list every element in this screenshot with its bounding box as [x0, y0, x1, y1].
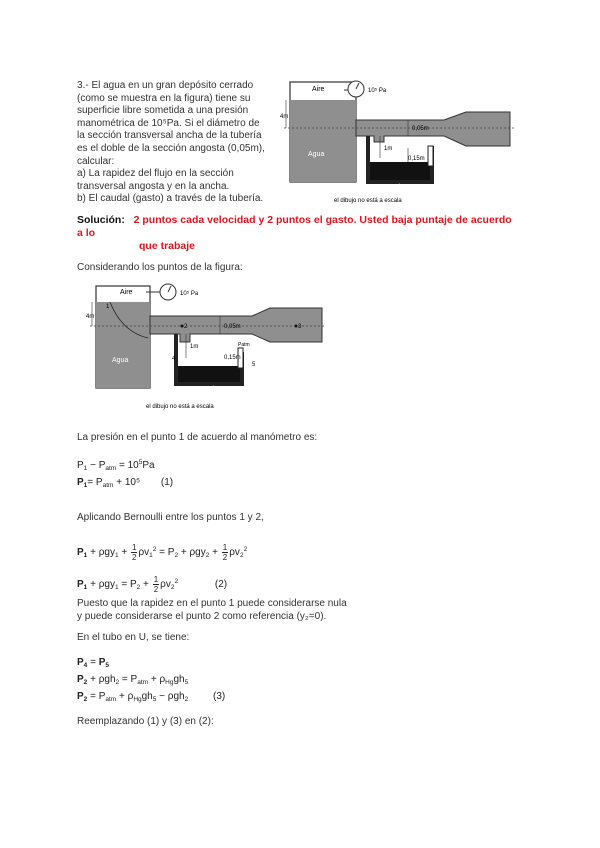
fig2-air-label: Aire: [120, 289, 133, 296]
equation-block-1: $P_1 - P_{atm} = 10^5Pa$ $P_1= P_{atm} + 10^5$ (1): [77, 459, 174, 489]
figure-2-diagram: [86, 280, 324, 414]
figure-1-diagram: [280, 76, 516, 210]
patm-label: Patm: [238, 342, 250, 348]
equation-block-2: $P_1 + \rho gy_1$ + $\frac{1}{2}$ $\rho v_1^2 = P_2 + \rho gy_2$ + $\frac{1}{2}$ $\rho v_2^2$ $P_1 + \rho gy_1 = P_2$ + $\frac{1}{2}$ $\rho v_2^2$ (2): [77, 542, 248, 594]
fig1-water-label: Agua: [308, 151, 325, 158]
point-5-label: 5: [252, 362, 256, 368]
fig1-pressure-label: 10⁵ Pa: [368, 88, 387, 94]
fig1-caption: el dibujo no está a escala: [334, 198, 402, 204]
fig2-drop-label: 1m: [190, 344, 199, 350]
solution-text-2: que trabaje: [139, 240, 196, 252]
replace-paragraph: Reemplazando (1) y (3) en (2):: [77, 716, 214, 727]
bernoulli-paragraph: Aplicando Bernoulli entre los puntos 1 y 2,: [77, 512, 264, 523]
fig2-water-label: Agua: [112, 357, 129, 364]
fig1-diameter-label: 0,05m: [412, 126, 429, 132]
fig1-gap-label: 0,15m: [408, 156, 425, 162]
eq-label-2: (2): [214, 579, 228, 590]
problem-line: transversal angosta y en la ancha.: [77, 180, 230, 192]
point-1-label: 1: [106, 304, 110, 310]
point-2-label: 2: [184, 324, 188, 330]
fig1-height-label: 4m: [280, 114, 289, 120]
problem-line: 3.- El agua en un gran depósito cerrado: [77, 80, 254, 91]
point-3-label: 3: [298, 324, 302, 330]
eq-const: 10⁵: [124, 477, 141, 488]
fig2-gap-label: 0,15m: [224, 355, 241, 361]
considering-text: Considerando los puntos de la figura:: [77, 262, 243, 273]
speed-line-2: y puede considerarse el punto 2 como referencia (y₂=0).: [77, 610, 327, 622]
problem-line: es el doble de la sección angosta (0,05m),: [77, 142, 265, 154]
eq-label-1: (1): [160, 477, 174, 488]
problem-line: (como se muestra en la figura) tiene su: [77, 92, 251, 104]
problem-line: manométrica de 10⁵Pa. Si el diámetro de: [77, 117, 260, 129]
problem-line: calcular:: [77, 155, 115, 167]
solution-block: [77, 214, 517, 253]
equation-block-3: $P_4 = P_5$ $P_2 + \rho gh_2 = P_{atm} + \rho_{Hg}gh_5$ $P_2 = P_{atm} + \rho_{Hg}gh_5 - \rho gh_2$ (3): [77, 657, 226, 703]
speed-paragraph: [77, 598, 347, 623]
solution-text-1: 2 puntos cada velocidad y 2 puntos el gasto. Usted baja puntaje de acuerdo a lo: [77, 214, 512, 239]
fig1-mercury-label: mercurio: [380, 184, 404, 190]
fig2-diameter-label: 0,05m: [224, 324, 241, 330]
fig1-air-label: Aire: [312, 86, 325, 93]
utube-paragraph: En el tubo en U, se tiene:: [77, 632, 190, 643]
problem-line: a) La rapidez del flujo en la sección: [77, 168, 234, 180]
fig2-height-label: 4m: [86, 314, 95, 320]
speed-line-1: Puesto que la rapidez en el punto 1 puede considerarse nula: [77, 598, 347, 609]
problem-line: la sección transversal ancha de la tubería: [77, 130, 262, 142]
problem-line: superficie libre sometida a una presión: [77, 105, 249, 117]
solution-label: Solución:: [77, 214, 125, 226]
pressure-paragraph: La presión en el punto 1 de acuerdo al manómetro es:: [77, 432, 318, 443]
fig2-mercury-label: mercurio: [194, 386, 218, 392]
eq-label-3: (3): [213, 691, 226, 702]
problem-line: b) El caudal (gasto) a través de la tubería.: [77, 193, 264, 205]
point-4-label: 4: [172, 356, 176, 362]
fig2-caption: el dibujo no está a escala: [146, 404, 214, 410]
fig1-drop-label: 1m: [384, 146, 393, 152]
fig2-pressure-label: 10⁵ Pa: [180, 291, 199, 297]
problem-statement: [77, 80, 277, 206]
